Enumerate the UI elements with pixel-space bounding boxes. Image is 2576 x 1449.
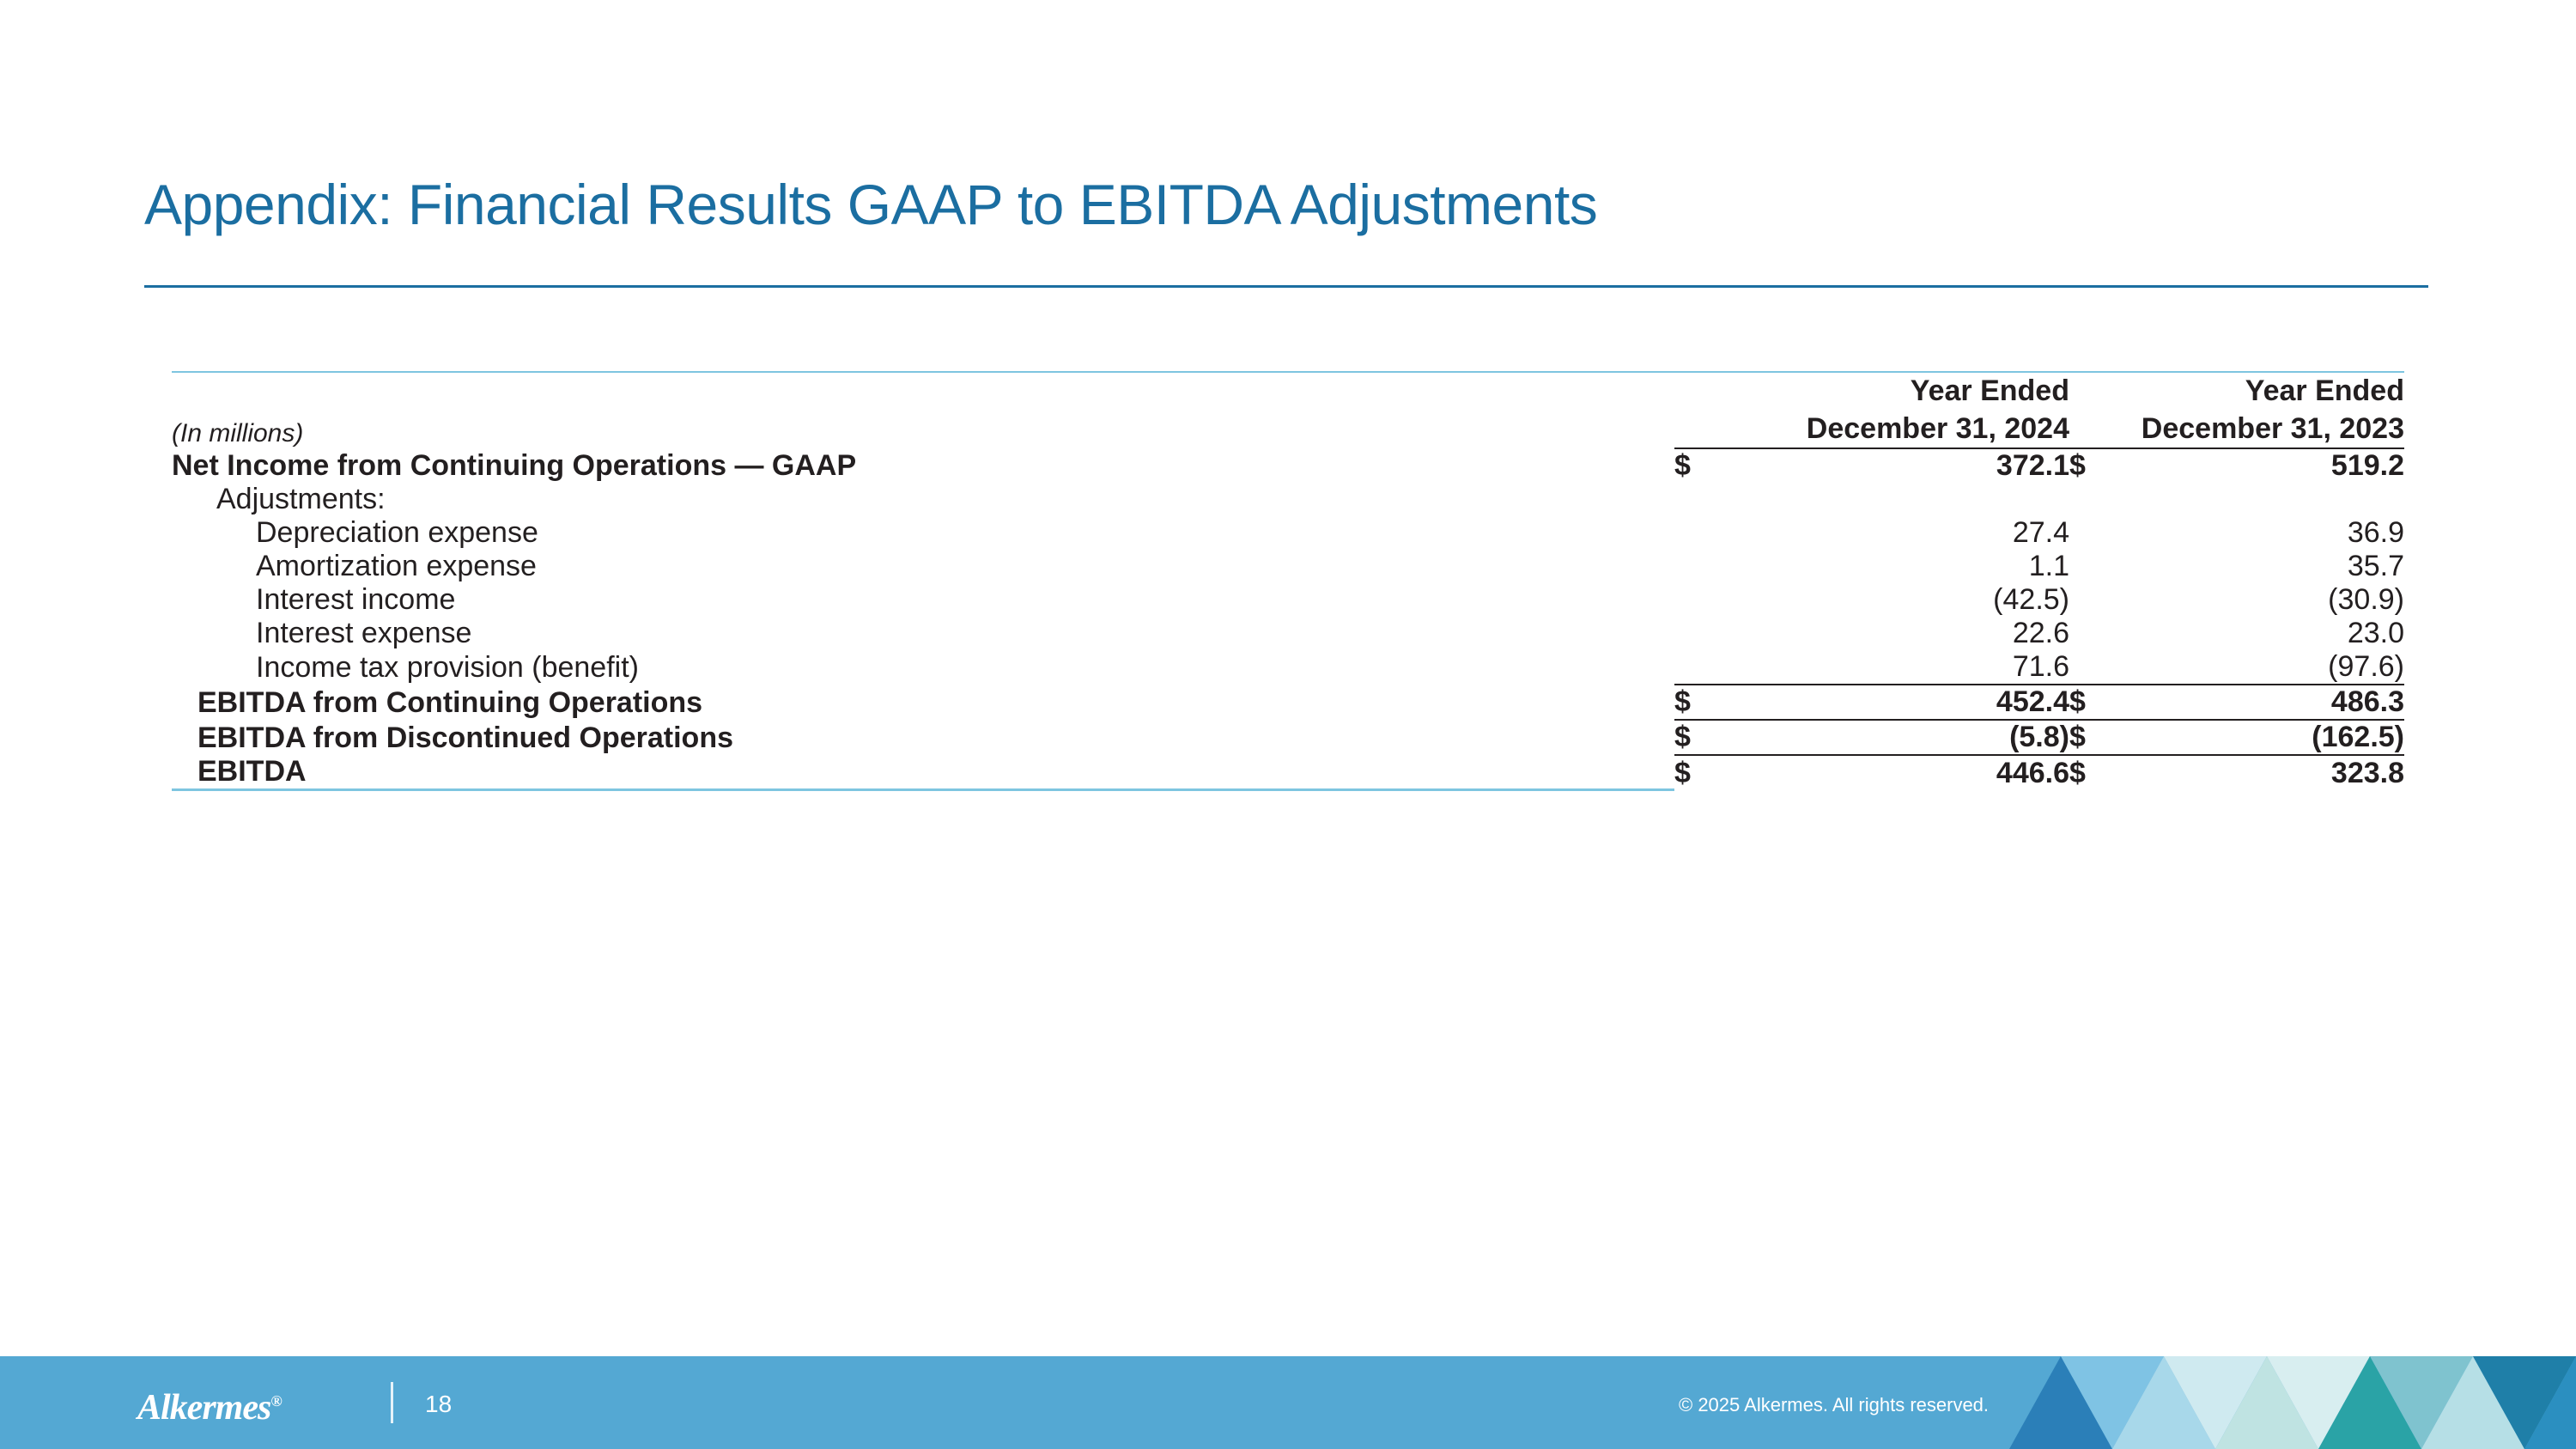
slide-footer xyxy=(0,1356,2576,1449)
row-value-2024: 446.6 xyxy=(1735,755,2069,790)
header-2023-line1: Year Ended xyxy=(2245,374,2404,407)
row-currency-2024 xyxy=(1674,650,1735,685)
alkermes-logo xyxy=(137,1387,282,1428)
row-value-2024: (5.8) xyxy=(1735,720,2069,755)
row-value-2024: 71.6 xyxy=(2012,650,2069,684)
row-value-2023: 23.0 xyxy=(2347,617,2404,650)
row-currency-2024 xyxy=(1674,617,1735,650)
row-label: Net Income from Continuing Operations — GAAP xyxy=(172,449,857,483)
row-value-2024: 372.1 xyxy=(1996,449,2069,483)
row-currency-2024: $ xyxy=(1674,755,1735,790)
row-currency-2024: $ xyxy=(1674,685,1735,720)
row-label: Amortization expense xyxy=(256,550,537,583)
row-value-2023: 36.9 xyxy=(2347,516,2404,550)
row-value-2024 xyxy=(1735,483,2069,516)
row-currency-2023: $ xyxy=(2069,755,2129,790)
table-header-line2 xyxy=(172,411,2404,449)
row-currency-2024 xyxy=(1674,550,1735,583)
page-title: Appendix: Financial Results GAAP to EBITDA Adjustments xyxy=(144,173,1598,236)
table-row xyxy=(172,650,2404,685)
row-label: Income tax provision (benefit) xyxy=(256,651,639,685)
row-value-2023: 323.8 xyxy=(2129,755,2404,790)
row-currency-2024 xyxy=(1674,516,1735,550)
row-label: Interest expense xyxy=(256,617,472,650)
row-currency-2023 xyxy=(2069,516,2129,550)
row-currency-2024 xyxy=(1674,583,1735,617)
copyright-text: © 2025 Alkermes. All rights reserved. xyxy=(1679,1394,1990,1416)
table-row xyxy=(172,685,2404,720)
header-2024-line1: Year Ended xyxy=(1910,374,2069,407)
row-label: EBITDA from Continuing Operations xyxy=(197,686,703,720)
table-header-line1 xyxy=(172,372,2404,411)
table-row xyxy=(172,550,2404,583)
row-currency-2023 xyxy=(2069,550,2129,583)
row-label: EBITDA xyxy=(172,755,1674,790)
table-row xyxy=(172,448,2404,483)
row-currency-2023 xyxy=(2069,483,2129,516)
row-label: EBITDA from Discontinued Operations xyxy=(197,721,734,755)
row-currency-2024 xyxy=(1674,483,1735,516)
row-value-2023: (30.9) xyxy=(2328,583,2404,617)
page-number: 18 xyxy=(425,1391,453,1417)
units-note: (In millions) xyxy=(172,419,304,448)
row-value-2024: 22.6 xyxy=(2012,617,2069,650)
row-currency-2023 xyxy=(2069,617,2129,650)
row-currency-2023: $ xyxy=(2069,685,2129,720)
row-value-2024: 27.4 xyxy=(2012,516,2069,550)
row-label: Interest income xyxy=(256,583,456,617)
row-value-2024: 452.4 xyxy=(1735,685,2069,720)
row-label: Adjustments: xyxy=(216,483,386,516)
row-value-2024: (42.5) xyxy=(1993,583,2069,617)
row-value-2024: 1.1 xyxy=(2028,550,2069,583)
table-row xyxy=(172,617,2404,650)
row-currency-2023: $ xyxy=(2069,449,2086,483)
footer-decoration xyxy=(2009,1356,2576,1449)
header-2024-line2: December 31, 2024 xyxy=(1674,411,2069,449)
footer-divider xyxy=(391,1382,393,1423)
table-row xyxy=(172,755,2404,790)
row-currency-2023 xyxy=(2069,583,2129,617)
gaap-to-ebitda-table xyxy=(172,369,2404,791)
row-value-2023: 519.2 xyxy=(2330,449,2404,483)
row-value-2023: (162.5) xyxy=(2129,720,2404,755)
title-divider xyxy=(144,285,2428,288)
financial-table-container xyxy=(172,369,2404,791)
row-currency-2024: $ xyxy=(1674,720,1735,755)
row-currency-2024: $ xyxy=(1674,449,1691,483)
row-value-2023: 35.7 xyxy=(2347,550,2404,583)
table-row xyxy=(172,720,2404,755)
header-2023-line2: December 31, 2023 xyxy=(2069,411,2404,449)
table-row xyxy=(172,483,2404,516)
table-row xyxy=(172,583,2404,617)
row-value-2023: 486.3 xyxy=(2129,685,2404,720)
logo-wordmark: Alkermes xyxy=(137,1388,271,1428)
row-currency-2023 xyxy=(2069,650,2129,685)
row-label: Depreciation expense xyxy=(256,516,538,550)
table-row xyxy=(172,516,2404,550)
row-value-2023: (97.6) xyxy=(2328,650,2404,684)
registered-mark-icon: ® xyxy=(270,1392,282,1409)
row-currency-2023: $ xyxy=(2069,720,2129,755)
row-value-2023 xyxy=(2129,483,2404,516)
